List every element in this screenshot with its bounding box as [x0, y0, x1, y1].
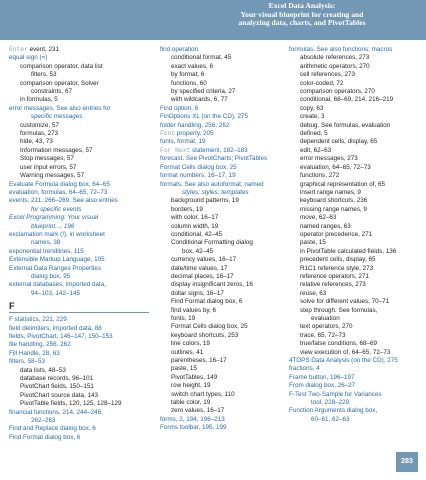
- index-entry: PivotTables, 149: [171, 373, 218, 381]
- entry-pages: property, 205: [175, 130, 214, 138]
- index-entry: 60–61, 62–63: [311, 415, 350, 423]
- index-entry: exact values, 6: [171, 62, 214, 70]
- index-entry: Find option, 6: [160, 104, 199, 112]
- index-entry: 94–103, 142–145: [31, 289, 81, 297]
- section-divider: [9, 312, 149, 313]
- index-entry: styles; styles; templates: [182, 188, 249, 196]
- index-entry: paste, 15: [300, 239, 326, 247]
- index-entry: user input errors, 57: [20, 163, 77, 171]
- index-entry: format numbers, 16–17, 19: [160, 172, 236, 180]
- index-entry: PivotChart fields, 150–151: [20, 383, 94, 391]
- index-entry: Stop messages, 57: [20, 155, 74, 163]
- index-entry: keyboard shortcuts, 236: [300, 197, 368, 205]
- index-entry: F-Test Two-Sample for Variances: [289, 390, 382, 398]
- index-entry: blueprint..., 196: [31, 222, 75, 230]
- index-entry: column width, 19: [171, 222, 219, 230]
- index-entry: Format Cells dialog box, 25: [160, 163, 237, 171]
- index-entry: [9, 46, 149, 54]
- index-entry: by format, 6: [171, 71, 205, 79]
- index-entry: conditional, 68–69, 214, 216–219: [300, 96, 394, 104]
- index-entry: paste, 15: [171, 365, 197, 373]
- index-entry: file handling, 256, 262: [9, 341, 71, 349]
- index-entry: fonts, 19: [171, 315, 196, 322]
- index-entry: operator precedence, 271: [300, 230, 373, 238]
- index-entry: R1C1 reference style, 273: [300, 264, 374, 272]
- index-entry: conditional, 42–45: [171, 230, 223, 238]
- index-entry: Extensible Markup Language, 105: [9, 256, 105, 264]
- index-entry: in PivotTable calculated fields, 136: [300, 247, 397, 255]
- code-term: Font: [160, 130, 176, 138]
- index-entry: absolute references, 273: [300, 54, 370, 62]
- index-entry: trace, 65, 72–73: [300, 331, 346, 339]
- index-entry: PivotChart source data, 143: [20, 391, 99, 399]
- index-entry: comparison operators, 270: [300, 88, 375, 96]
- index-entry: edit, 62–63: [300, 146, 332, 154]
- index-entry: Forms toolbar, 195, 199: [160, 424, 227, 432]
- index-entry: [160, 147, 290, 155]
- index-entry: Evaluate Formula dialog box, 64–65: [9, 180, 110, 188]
- index-entry: table color, 19: [171, 399, 211, 407]
- index-entry: functions, 272: [300, 172, 340, 180]
- index-entry: insert range names, 9: [300, 188, 361, 196]
- code-term: Enter: [9, 46, 28, 53]
- index-entry: database records, 96–101: [20, 375, 94, 383]
- index-entry: fields, PivotChart, 146–147, 150–153: [9, 333, 113, 340]
- index-entry: parentheses, 16–17: [171, 357, 227, 365]
- index-entry: Find Format dialog box, 6: [9, 433, 81, 441]
- index-entry: evaluation, 64–65, 72–73: [300, 163, 371, 171]
- index-entry: create, 3: [300, 113, 325, 121]
- index-entry: FinOptions XL (on the CD), 275: [160, 113, 248, 121]
- index-entry: [160, 130, 290, 138]
- index-entry: solve for different values, 70–71: [300, 298, 390, 306]
- index-entry: copy, 63: [300, 104, 324, 112]
- index-entry: 4TOPS Data Analysis (on the CD), 275: [289, 357, 398, 365]
- index-entry: arithmetic operators, 270: [300, 62, 370, 70]
- index-entry: formats. See also autoformat; named: [160, 180, 264, 188]
- page-number: 283: [396, 452, 418, 472]
- index-entry: fractions, 4: [289, 365, 320, 373]
- index-entry: forecast. See PivotCharts; PivotTables: [160, 155, 268, 163]
- index-entry: find operation: [160, 46, 199, 53]
- index-entry: exponential trendlines, 115: [9, 247, 84, 255]
- index-entry: find values by, 6: [171, 306, 217, 314]
- index-entry: view execution of, 64–65, 72–73: [300, 348, 391, 356]
- index-entry: borders, 19: [171, 205, 203, 213]
- index-entry: for specific events: [31, 205, 82, 213]
- index-entry: error messages. See also entries for: [9, 104, 111, 112]
- index-entry: reuse, 63: [300, 289, 327, 297]
- index-entry: equal sign (=): [9, 54, 48, 62]
- index-entry: evaluation, formulas, 64–65, 72–73: [9, 188, 108, 196]
- index-entry: switch chart types, 110: [171, 390, 235, 398]
- index-entry: PivotTable fields, 120, 125, 128–129: [20, 400, 122, 408]
- index-column-3: [289, 46, 424, 424]
- index-entry: Find and Replace dialog box, 6: [9, 425, 96, 433]
- index-entry: Fill Handle, 28, 63: [9, 349, 60, 357]
- index-entry: display insignificant zeros, 16: [171, 281, 253, 289]
- index-entry: tool, 228–229: [311, 399, 350, 407]
- index-column-1: [9, 46, 149, 442]
- index-entry: 262–263: [31, 417, 56, 425]
- index-entry: filters, 53: [31, 71, 57, 79]
- index-entry: precedent cells, display, 65: [300, 256, 376, 264]
- index-entry: dialog box, 95: [31, 272, 71, 280]
- entry-pages: statement, 182–183: [190, 146, 248, 154]
- code-term: For Next: [160, 146, 191, 154]
- index-entry: graphical representation of, 65: [300, 180, 386, 188]
- index-entry: decimal places, 16–17: [171, 272, 234, 280]
- index-entry: Function Arguments dialog box,: [289, 407, 378, 415]
- index-entry: events, 211, 266–269. See also entries: [9, 197, 118, 205]
- index-entry: row height, 19: [171, 382, 211, 390]
- index-entry: customize, 57: [20, 121, 59, 129]
- index-entry: comparison operator, Solver: [20, 79, 99, 87]
- index-entry: Excel Programming: Your visual: [9, 214, 99, 222]
- index-entry: formulas, 273: [20, 130, 59, 138]
- index-column-2: [160, 46, 290, 433]
- index-entry: step through. See formulas,: [300, 306, 378, 314]
- index-entry: From dialog box, 26–27: [289, 382, 356, 390]
- index-entry: comparison operator, data list: [20, 62, 103, 70]
- index-entry: background patterns, 19: [171, 197, 239, 205]
- index-entry: missing range names, 9: [300, 205, 367, 213]
- book-title-line-3: analyzing data, charts, and PivotTables: [238, 18, 366, 27]
- index-entry: Information messages, 57: [20, 146, 93, 154]
- book-title: [192, 2, 412, 28]
- index-entry: filters, 58–53: [9, 358, 46, 366]
- book-header-banner: [0, 0, 426, 40]
- index-entry: conditional format, 45: [171, 54, 232, 62]
- index-entry: hide, 43, 73: [20, 138, 53, 146]
- index-entry: Frame button, 196–197: [289, 373, 355, 381]
- index-section-letter: F: [9, 301, 15, 312]
- index-entry: external databases, imported data,: [9, 281, 106, 289]
- index-entry: data lists, 48–53: [20, 366, 66, 374]
- index-entry: F statistics, 221, 229: [9, 316, 67, 324]
- index-entry: names, 38: [31, 239, 61, 247]
- index-entry: forms, 2, 194, 196–213: [160, 415, 225, 423]
- index-entry: Conditional Formatting dialog: [171, 239, 253, 247]
- index-entry: box, 42–45: [182, 247, 214, 255]
- index-entry: External Data Ranges Properties: [9, 264, 102, 272]
- index-entry: relative references, 273: [300, 281, 366, 289]
- index-entry: with wildcards, 6, 77: [171, 96, 228, 104]
- entry-pages: event, 231: [27, 46, 60, 53]
- index-entry: keyboard shortcuts, 253: [171, 331, 239, 339]
- index-entry: functions, 60: [171, 79, 207, 87]
- index-entry: formulas. See also functions; macros: [289, 46, 393, 53]
- index-entry: zero values, 16–17: [171, 407, 225, 415]
- index-entry: by specified criteria, 27: [171, 88, 236, 96]
- index-entry: outlines, 41: [171, 348, 204, 356]
- index-entry: date/time values, 17: [171, 264, 228, 272]
- index-entry: dependent cells, display, 65: [300, 138, 378, 146]
- index-entry: financial functions, 214, 244–246,: [9, 408, 103, 416]
- index-entry: evaluation: [311, 315, 340, 322]
- index-entry: in formulas, 5: [20, 96, 58, 104]
- index-entry: Format Cells dialog box, 25: [171, 323, 248, 331]
- index-entry: currency values, 16–17: [171, 256, 237, 264]
- index-entry: defined, 5: [300, 130, 328, 138]
- index-entry: error messages, 273: [300, 155, 358, 163]
- index-entry: constraints, 67: [31, 88, 72, 96]
- index-entry: move, 62–63: [300, 214, 337, 222]
- index-entry: Find Format dialog box, 6: [171, 298, 243, 306]
- index-entry: named ranges, 63: [300, 222, 351, 230]
- book-title-line-2: Your visual blueprint for creating and: [240, 9, 364, 19]
- index-entry: exclamation mark (!), in worksheet: [9, 230, 105, 238]
- index-entry: folder handling, 256, 262: [160, 121, 230, 129]
- index-entry: line colors, 19: [171, 340, 210, 348]
- index-entry: specific messages: [31, 113, 83, 121]
- index-entry: dollar signs, 16–17: [171, 289, 224, 297]
- index-entry: debug. See formulas, evaluation: [300, 121, 391, 129]
- index-entry: color-coded, 72: [300, 79, 344, 87]
- index-entry: text operators, 270: [300, 323, 353, 331]
- index-entry: reference operators, 271: [300, 272, 369, 280]
- book-title-line-1: Excel Data Analysis:: [268, 1, 336, 10]
- index-entry: true/false conditions, 68–69: [300, 340, 378, 348]
- index-entry: with color, 16–17: [171, 214, 219, 222]
- index-entry: cell references, 273: [300, 71, 355, 79]
- index-entry: Warning messages, 57: [20, 172, 85, 180]
- index-entry: fonts, format, 19: [160, 138, 206, 146]
- index-entry: field delimiters, imported data, 88: [9, 324, 102, 332]
